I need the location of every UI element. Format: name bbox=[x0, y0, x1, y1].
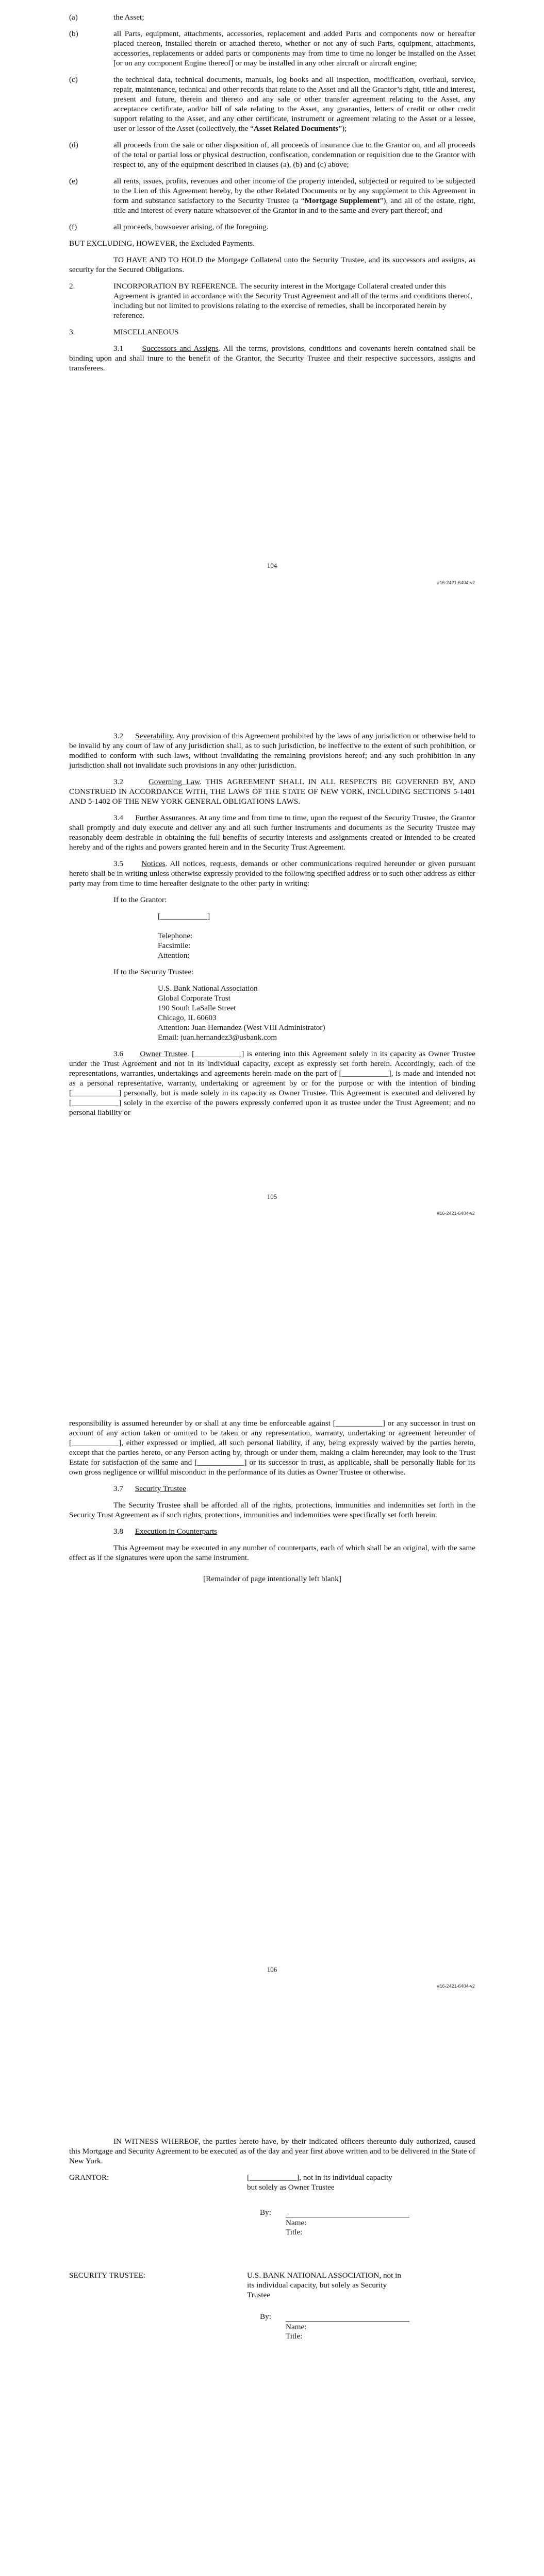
document-id: #16-2421-6404-v2 bbox=[437, 580, 475, 585]
list-item: (d) all proceeds from the sale or other disposition of, all proceeds of insurance due to the Grantor on, and all proceeds of the total or partial loss or physical destruction, confiscation, condemnation or requisition due to the Grantor with respect to, any of the equipment described in clauses (a), (b) and (c) above; bbox=[69, 141, 475, 169]
remainder-note: [Remainder of page intentionally left blank] bbox=[203, 1574, 341, 1583]
page-body bbox=[69, 12, 475, 380]
grantor-signature-block: GRANTOR: [____________], not in its individual capacity but solely as Owner Trustee bbox=[69, 2173, 392, 2192]
section-3-8: 3.8 Execution in Counterparts bbox=[113, 1527, 218, 1536]
section-3-2: 3.2 Severability. Any provision of this Agreement prohibited by the laws of any jurisdiction or otherwise held to be invalid by any court of law of any jurisdiction shall, as to such jurisdiction, be ineffective to the extent of such prohibition, or modified to conform with such laws, without invalidating the remaining provisions hereof; and any such prohibition in any jurisdiction shall not invalidate such provisions in any other jurisdiction. bbox=[69, 732, 476, 770]
section-governing-law: 3.2 Governing Law. THIS AGREEMENT SHALL IN ALL RESPECTS BE GOVERNED BY, AND CONSTRUED IN ACCORDANCE WITH, THE LAWS OF THE STATE OF NEW YORK, INCLUDING SECTIONS 5-1401 AND 5-1402 OF THE NEW YORK GENERAL OBLIGATIONS LAWS. bbox=[69, 777, 475, 806]
page-104 bbox=[0, 0, 544, 703]
trustee-signature-block: SECURITY TRUSTEE: U.S. BANK NATIONAL ASSOCIATION, not in its individual capacity, but solely as Security Trustee bbox=[69, 2271, 401, 2299]
grantor-notice-intro: If to the Grantor: bbox=[113, 895, 167, 904]
section-3-8-text: This Agreement may be executed in any number of counterparts, each of which shall be an original, with the same effect as if the signatures were upon the same instrument. bbox=[69, 1544, 475, 1562]
grantor-address: [____________] Telephone: Facsimile: Attention: bbox=[158, 912, 210, 960]
list-item: (f) all proceeds, howsoever arising, of the foregoing. bbox=[69, 223, 269, 231]
habendum-clause: TO HAVE AND TO HOLD the Mortgage Collateral unto the Security Trustee, and its successors and assigns, as security for the Secured Obligations. bbox=[69, 256, 475, 274]
section-3-5: 3.5 Notices. All notices, requests, demands or other communications required hereunder or given pursuant hereto shall be in writing unless otherwise expressly provided to the following specified address or to such other address as either party may from time to time hereafter designate to the other party in writing: bbox=[69, 859, 476, 888]
list-item: (e) all rents, issues, profits, revenues and other income of the property intended, subjected or required to be subjected to the Lien of this Agreement hereby, by the other Related Documents or by any supplement to this Agreement in form and substance satisfactory to the Security Trustee (a “Mortgage Supplement”), and all of the estate, right, title and interest of every nature whatsoever of the Grantor in and to the same and every part thereof; and bbox=[69, 177, 475, 215]
section-3-4: 3.4 Further Assurances. At any time and from time to time, upon the request of the Security Trustee, the Grantor shall promptly and duly execute and deliver any and all such further instruments and documents as the Security Trustee may reasonably deem desirable in obtaining the full benefits of security interests and assignments created or intended to be created hereby and of the rights and powers granted herein and in the Security Trust Agreement. bbox=[69, 814, 475, 852]
page-number: 105 bbox=[267, 1193, 277, 1200]
trustee-notice-intro: If to the Security Trustee: bbox=[113, 968, 194, 976]
trustee-signature-lines: By: Name: Title: bbox=[69, 2312, 475, 2348]
trustee-signature-line[interactable] bbox=[286, 2312, 409, 2321]
owner-trustee-continuation: responsibility is assumed hereunder by or shall at any time be enforceable against [____________] or any successor in trust on account of any action taken or omitted to be taken or any representation, warranty, undertaking or agreement hereunder of [____________], either expressed or implied, all such personal liability, if any, being expressly waived by the parties hereto, except that the parties hereto, or any Person acting by, through or under them, making a claim hereunder, may look to the Trust Estate for satisfaction of the same and [____________] or its successor in trust, as applicable, shall be personally liable for its own gross negligence or willful misconduct in the performance of its duties as Owner Trustee or otherwise. bbox=[69, 1419, 475, 1477]
witness-clause: IN WITNESS WHEREOF, the parties hereto have, by their indicated officers thereunto duly authorized, caused this Mortgage and Security Agreement to be executed as of the day and year first above written and to be delivered in the State of New York. bbox=[69, 2137, 475, 2165]
page-105 bbox=[0, 703, 544, 1406]
page-number: 104 bbox=[267, 562, 277, 569]
page-body bbox=[69, 731, 475, 1124]
list-item: (c) the technical data, technical documents, manuals, log books and all inspection, modification, overhaul, service, repair, maintenance, technical and other records that relate to the Asset and all the Grantor’s right, title and interest, present and future, therein and thereto and any sale or other transfer agreement relating to the Asset, any acceptance certificate, and/or bill of sale relating to the Asset, any guaranties, letters of credit or other credit support relating to the Asset, and any other certificate, instrument or agreement relating to the Asset or a lessee, user or lessor of the Asset (collectively, the “Asset Related Documents”); bbox=[69, 75, 475, 133]
excluding-clause: BUT EXCLUDING, HOWEVER, the Excluded Payments. bbox=[69, 239, 255, 248]
section-3-7: 3.7 Security Trustee bbox=[113, 1484, 186, 1493]
page-107 bbox=[0, 2110, 544, 2576]
list-item: (a) the Asset; bbox=[69, 13, 144, 22]
page-body bbox=[69, 2137, 475, 2348]
page-number: 106 bbox=[267, 1965, 277, 1973]
trustee-address: U.S. Bank National Association Global Corporate Trust 190 South LaSalle Street Chicago, IL 60603 Attention: Juan Hernandez (West VIII Administrator) Email: juan.hernandez3@usbank.com bbox=[158, 984, 325, 1042]
list-item: (b) all Parts, equipment, attachments, accessories, replacement and added Parts and components now or hereafter placed thereon, installed therein or attached thereto, whether or not any of such Parts, equipment, attachments, accessories, replacements or added parts or components may from time to time no longer be installed on the Asset [or on any component Engine thereof] or may be installed in any other aircraft or aircraft engine; bbox=[69, 29, 475, 67]
document-id: #16-2421-6404-v2 bbox=[437, 1984, 475, 1989]
section-3-7-text: The Security Trustee shall be afforded all of the rights, protections, immunities and indemnities set forth in the Security Trust Agreement as if such rights, protections, immunities and indemnities were specifically set forth herein. bbox=[69, 1501, 475, 1519]
page-106 bbox=[0, 1406, 544, 2110]
section-2: 2. INCORPORATION BY REFERENCE. The security interest in the Mortgage Collateral created under this Agreement is granted in accordance with the Security Trust Agreement and all of the terms and conditions thereof, including but not limited to provisions relating to the exercise of remedies, shall be incorporated herein by reference. bbox=[69, 282, 472, 320]
section-3-6: 3.6 Owner Trustee. [____________] is entering into this Agreement solely in its capacity as Owner Trustee under the Trust Agreement and not in its individual capacity, except as expressly set forth herein. Accordingly, each of the representations, warranties, undertakings and agreements herein made on the part of [____________], is made and intended not as a personal representative, warranty, undertaking or agreement by or for the purpose or with the intention of binding [____________] personally, but is made solely in its capacity as Owner Trustee. This Agreement is executed and delivered by [____________] solely in the exercise of the powers expressly conferred upon it as trustee under the Trust Agreement; and no personal liability or bbox=[69, 1049, 476, 1117]
grantor-signature-line[interactable] bbox=[286, 2208, 409, 2217]
section-3-heading: 3. MISCELLANEOUS bbox=[69, 328, 179, 336]
section-3-1: 3.1 Successors and Assigns. All the terms, provisions, conditions and covenants herein contained shall be binding upon and shall inure to the benefit of the Grantor, the Security Trustee and their respective successors, assigns and transferees. bbox=[69, 344, 476, 372]
document-id: #16-2421-6404-v2 bbox=[437, 1211, 475, 1216]
grantor-signature-lines: By: Name: Title: bbox=[69, 2208, 475, 2244]
page-body bbox=[69, 1418, 475, 1590]
